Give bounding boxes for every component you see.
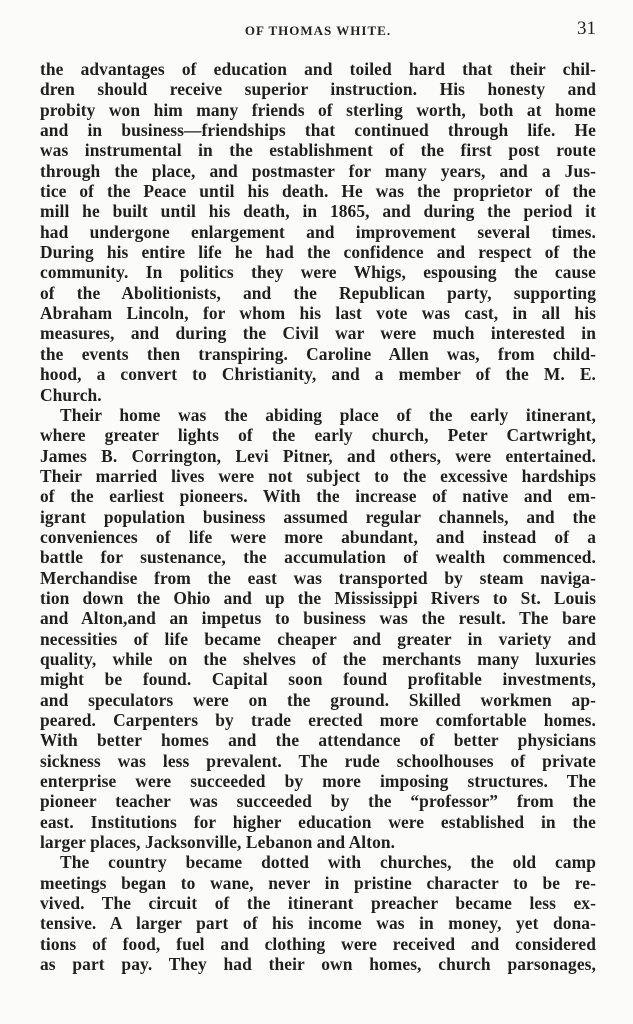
text-line: conveniences of life were more abundant, and instead of a (40, 526, 596, 547)
text-line: Merchandise from the east was transported by steam naviga- (40, 567, 596, 588)
text-line: of the earliest pioneers. With the increase of native and em- (40, 486, 596, 507)
text-line: enterprise were succeeded by more imposing structures. The (40, 771, 596, 792)
running-title: OF THOMAS WHITE. (244, 23, 392, 38)
text-line: community. In politics they were Whigs, espousing the cause (40, 262, 596, 283)
text-line: The country became dotted with churches, the old camp (60, 852, 596, 873)
text-line: dren should receive superior instruction. His honesty and (40, 79, 596, 100)
text-line: necessities of life became cheaper and greater in variety and (40, 628, 596, 649)
text-line: tion down the Ohio and up the Mississippi Rivers to St. Louis (40, 587, 596, 608)
text-line: east. Institutions for higher education were established in the (40, 811, 596, 832)
text-line: tensive. A larger part of his income was in money, yet dona- (40, 913, 596, 934)
text-line: peared. Carpenters by trade erected more comfortable homes. (40, 710, 596, 730)
text-line: tions of food, fuel and clothing were received and considered (40, 933, 596, 954)
text-line: through the place, and postmaster for many years, and a Jus- (40, 160, 596, 181)
text-line: and speculators were on the ground. Skilled workmen ap- (40, 689, 596, 710)
text-line: larger places, Jacksonville, Lebanon and Alton. (40, 832, 396, 853)
text-line: sickness was less prevalent. The rude schoolhouses of private (40, 750, 596, 771)
running-head (40, 18, 596, 42)
text-line: measures, and during the Civil war were much interested in (40, 323, 596, 344)
text-line: probity won him many friends of sterling worth, both at home (40, 99, 596, 120)
text-line: Their married lives were not subject to the excessive hardships (40, 465, 596, 486)
text-line: Their home was the abiding place of the early itinerant, (60, 404, 596, 425)
text-line: pioneer teacher was succeeded by the “professor” from the (40, 791, 596, 812)
text-line: quality, while on the shelves of the merchants many luxuries (40, 648, 596, 669)
text-line: mill he built until his death, in 1865, and during the period it (40, 201, 596, 222)
text-line: where greater lights of the early church, Peter Cartwright, (40, 425, 596, 446)
text-line: was instrumental in the establishment of the first post route (40, 140, 596, 161)
text-line: hood, a convert to Christianity, and a member of the M. E. (40, 364, 596, 385)
text-line: as part pay. They had their own homes, church parsonages, (40, 954, 596, 975)
text-line: Church. (40, 384, 102, 405)
body-text (40, 59, 596, 974)
text-line: the advantages of education and toiled hard that their chil- (40, 59, 596, 79)
text-line: of the Abolitionists, and the Republican party, supporting (40, 282, 596, 303)
text-line: Abraham Lincoln, for whom his last vote was cast, in all his (40, 303, 596, 324)
text-line: tice of the Peace until his death. He was the proprietor of the (40, 181, 596, 202)
text-line: During his entire life he had the confidence and respect of the (40, 242, 596, 263)
text-line: had undergone enlargement and improvement several times. (40, 221, 596, 242)
text-line: and in business—friendships that continued through life. He (40, 120, 596, 141)
page-number: 31 (577, 18, 596, 39)
paragraph (40, 405, 596, 853)
text-line: With better homes and the attendance of better physicians (40, 730, 596, 751)
text-line: James B. Corrington, Levi Pitner, and others, were entertained. (40, 445, 596, 466)
paragraph (40, 852, 596, 974)
text-line: vived. The circuit of the itinerant preacher became less ex- (40, 893, 596, 914)
paragraph (40, 59, 596, 405)
text-line: meetings began to wane, never in pristine character to be re- (40, 872, 596, 893)
text-line: might be found. Capital soon found profitable investments, (40, 669, 596, 690)
text-line: battle for sustenance, the accumulation of wealth commenced. (40, 547, 596, 568)
text-line: igrant population business assumed regular channels, and the (40, 506, 596, 527)
text-line: the events then transpiring. Caroline Allen was, from child- (40, 343, 596, 364)
text-line: and Alton,and an impetus to business was the result. The bare (40, 608, 596, 629)
